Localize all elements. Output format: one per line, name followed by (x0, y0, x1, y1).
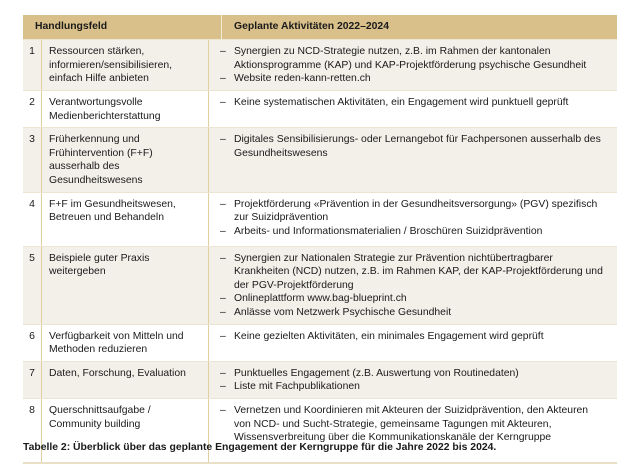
row-handlungsfeld: Beispiele guter Praxis weitergeben (42, 247, 209, 324)
row-handlungsfeld: Ressourcen stärken, informieren/sensibilisieren, einfach Hilfe anbieten (42, 40, 209, 90)
row-handlungsfeld: F+F im Gesundheitswesen, Betreuen und Behandeln (42, 193, 209, 246)
row-handlungsfeld: Verfügbarkeit von Mitteln und Methoden reduzieren (42, 325, 209, 361)
dash-bullet-icon: – (220, 404, 226, 416)
activity-text: Arbeits- und Informationsmaterialien / Broschüren Suizidprävention (234, 225, 543, 237)
row-number: 1 (23, 40, 42, 90)
activity-item (220, 292, 607, 306)
row-number: 2 (23, 91, 42, 127)
dash-bullet-icon: – (220, 367, 226, 379)
activity-text: Keine systematischen Aktivitäten, ein Engagement wird punktuell geprüft (234, 97, 569, 108)
activity-text: Anlässe vom Netzwerk Psychische Gesundheit (234, 306, 452, 318)
activity-item (220, 198, 607, 225)
table-row (23, 192, 617, 246)
dash-bullet-icon: – (220, 198, 226, 210)
activity-item (220, 45, 607, 72)
row-number: 8 (23, 399, 42, 462)
activity-text: Vernetzen und Koordinieren mit Akteuren der Suizidprävention, den Akteuren von NCD- und Sucht-Strategie, gemeinsame Tagungen mit Akteuren, Wissensverbreitung über die Kommunikationskanäle der Kerngruppe (234, 404, 589, 444)
row-number: 6 (23, 325, 42, 361)
activity-text: Liste mit Fachpublikationen (234, 381, 360, 393)
table-row (23, 39, 617, 90)
dash-bullet-icon: – (220, 330, 226, 342)
table-row (23, 324, 617, 361)
table-row (23, 361, 617, 398)
row-activities (209, 325, 617, 361)
dash-bullet-icon: – (220, 293, 226, 305)
dash-bullet-icon: – (220, 46, 226, 57)
table-row (23, 246, 617, 324)
activity-text: Synergien zur Nationalen Strategie zur Prävention nichtübertragbarer Krankheiten (NCD) nutzen, z.B. im Rahmen KAP, der KAP-Projektförderung und der PGV-Projektförderung (234, 252, 603, 291)
dash-bullet-icon: – (220, 306, 226, 318)
activity-item (220, 72, 607, 86)
row-number: 5 (23, 247, 42, 324)
activity-item (220, 330, 607, 344)
row-activities (209, 128, 617, 191)
activity-text: Synergien zu NCD-Strategie nutzen, z.B. im Rahmen der kantonalen Aktionsprogramme (KAP) und KAP-Projektförderung psychische Gesundheit (234, 46, 587, 71)
dash-bullet-icon: – (220, 381, 226, 393)
table-row (23, 127, 617, 191)
row-activities (209, 193, 617, 246)
engagement-table (23, 15, 617, 464)
activity-item (220, 96, 607, 110)
row-number: 4 (23, 193, 42, 246)
activity-item (220, 225, 607, 239)
activity-text: Onlineplattform www.bag-blueprint.ch (234, 293, 407, 305)
row-activities (209, 362, 617, 398)
activity-item (220, 380, 607, 394)
header-aktivitaeten: Geplante Aktivitäten 2022–2024 (221, 15, 617, 39)
dash-bullet-icon: – (220, 73, 226, 85)
row-activities (209, 40, 617, 90)
table-caption: Tabelle 2: Überblick über das geplante Engagement der Kerngruppe für die Jahre 2022 bis 2024. (23, 442, 497, 453)
activity-item (220, 404, 607, 445)
row-handlungsfeld: Verantwortungsvolle Medienberichterstattung (42, 91, 209, 127)
row-activities (209, 247, 617, 324)
table-header (23, 15, 617, 39)
activity-text: Punktuelles Engagement (z.B. Auswertung von Routinedaten) (234, 367, 519, 379)
row-activities (209, 91, 617, 127)
row-handlungsfeld: Daten, Forschung, Evaluation (42, 362, 209, 398)
dash-bullet-icon: – (220, 134, 226, 146)
dash-bullet-icon: – (220, 225, 226, 237)
header-handlungsfeld: Handlungsfeld (35, 21, 108, 33)
activity-text: Digitales Sensibilisierungs- oder Lernangebot für Fachpersonen ausserhalb des Gesundheitswesens (234, 134, 601, 159)
row-number: 7 (23, 362, 42, 398)
activity-item (220, 252, 607, 293)
table-row (23, 90, 617, 127)
dash-bullet-icon: – (220, 97, 226, 108)
table-body (23, 39, 617, 462)
row-handlungsfeld: Früherkennung und Frühintervention (F+F) ausserhalb des Gesundheitswesens (42, 128, 209, 191)
row-number: 3 (23, 128, 42, 191)
row-handlungsfeld: Querschnittsaufgabe / Community building (42, 399, 209, 462)
activity-text: Keine gezielten Aktivitäten, ein minimales Engagement wird geprüft (234, 330, 544, 342)
dash-bullet-icon: – (220, 252, 226, 264)
activity-item (220, 133, 607, 160)
activity-item (220, 367, 607, 381)
activity-text: Website reden-kann-retten.ch (234, 73, 371, 85)
activity-item (220, 306, 607, 320)
activity-text: Projektförderung «Prävention in der Gesundheitsversorgung» (PGV) spezifisch zur Suizidprävention (234, 198, 598, 224)
